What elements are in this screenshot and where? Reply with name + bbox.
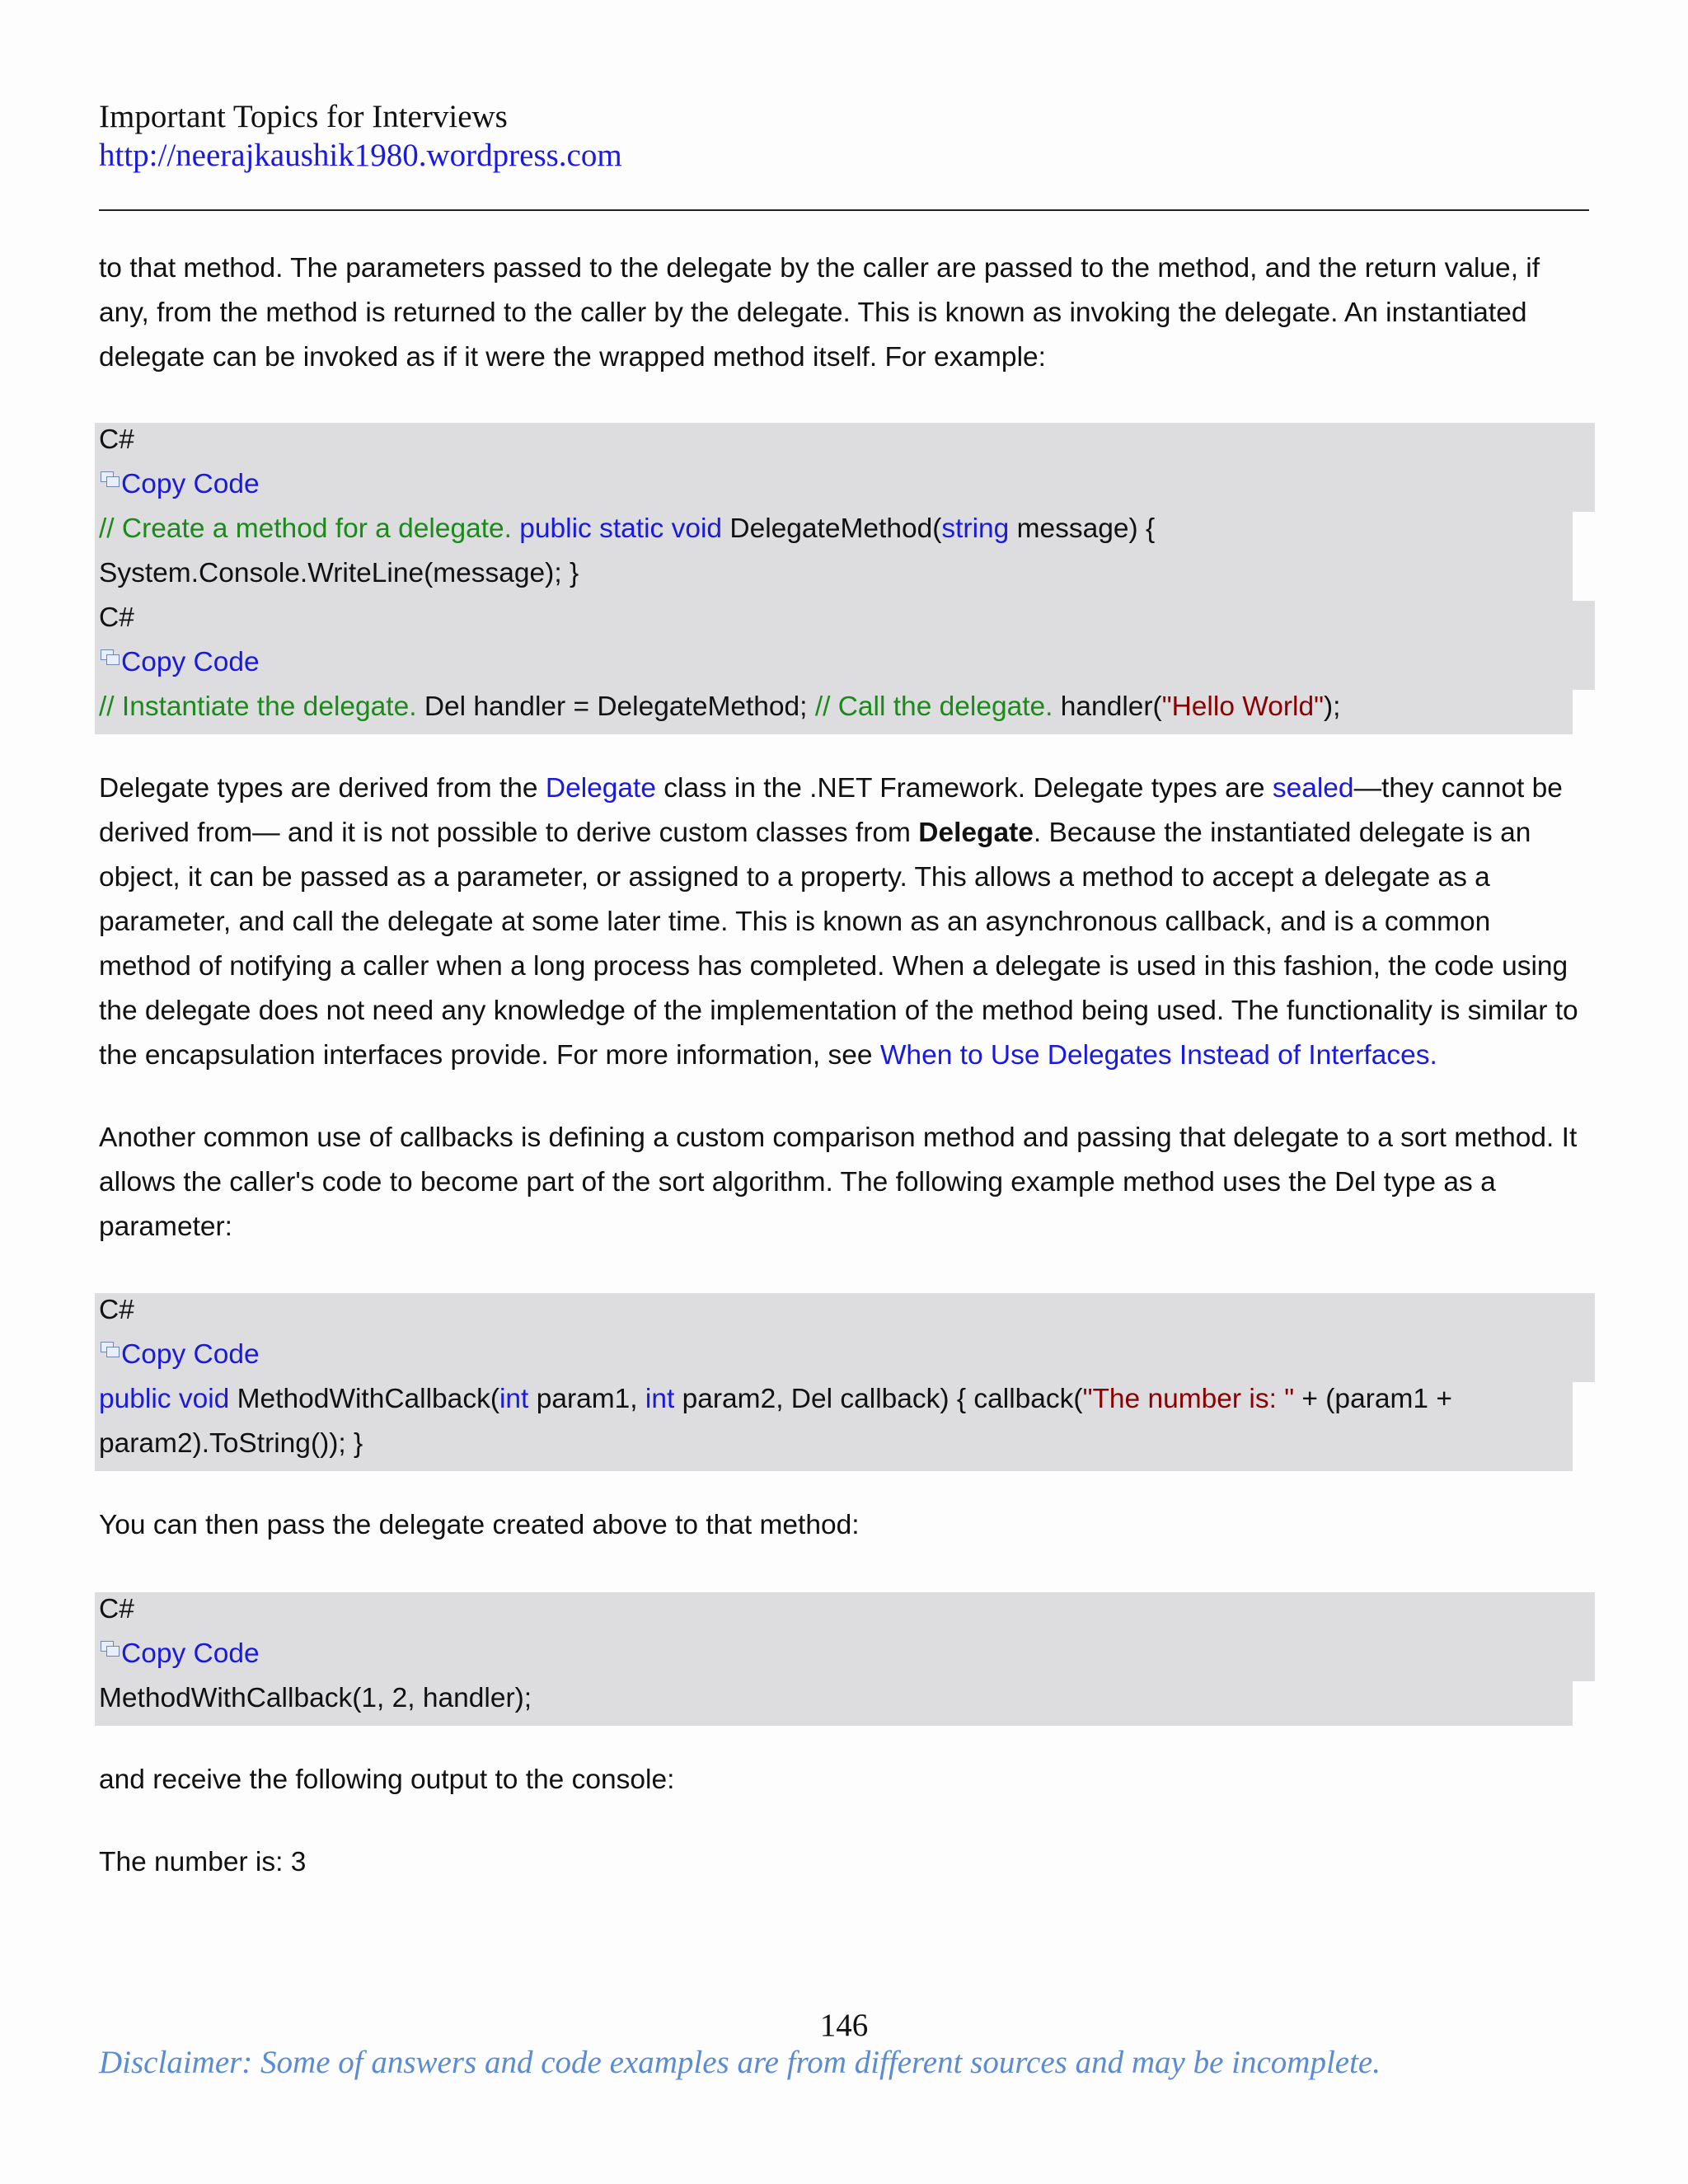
- output-intro-paragraph: and receive the following output to the console:: [99, 1765, 675, 1795]
- text-run: class in the .NET Framework. Delegate types are: [655, 773, 1273, 804]
- header-title: Important Topics for Interviews: [99, 99, 508, 134]
- intro-line-1: to that method. The parameters passed to the delegate by the caller are passed to the method, and the return value, if: [99, 253, 1540, 284]
- code-block-1-header-bg: [95, 423, 1595, 512]
- code-block-3-language: C#: [99, 1295, 134, 1325]
- code-block-1-line-2: System.Console.WriteLine(message); }: [99, 558, 579, 588]
- code-text: MethodWithCallback(: [237, 1384, 499, 1414]
- code-keyword: string: [941, 513, 1010, 544]
- copy-icon: [99, 1639, 120, 1657]
- code-comment: // Create a method for a delegate.: [99, 513, 512, 544]
- code-block-4-line-1: MethodWithCallback(1, 2, handler);: [99, 1683, 532, 1713]
- footer-disclaimer: Disclaimer: Some of answers and code examples are from different sources and may be incomplete.: [99, 2045, 1381, 2080]
- code-text: param1,: [536, 1384, 638, 1414]
- para3-line-1: Another common use of callbacks is defining a custom comparison method and passing that delegate to a sort method. It: [99, 1122, 1578, 1153]
- intro-paragraph: [99, 246, 1591, 380]
- intro-line-2: any, from the method is returned to the caller by the delegate. This is known as invoking the delegate. An instantiated: [99, 298, 1527, 328]
- bold-term: Delegate: [918, 818, 1034, 848]
- code-string: "The number is: ": [1082, 1384, 1295, 1414]
- callbacks-paragraph: [99, 1116, 1591, 1249]
- code-text: param2, Del callback) { callback(: [682, 1384, 1083, 1414]
- para2-line-5: method of notifying a caller when a long process has completed. When a delegate is used in this fashion, the code using: [99, 951, 1568, 982]
- copy-icon: [99, 1340, 120, 1358]
- code-text: message) {: [1016, 513, 1156, 544]
- code-block-1-copy-button[interactable]: [99, 462, 260, 507]
- para3-line-3: parameter:: [99, 1212, 232, 1242]
- code-block-1-line-1: [99, 507, 1155, 551]
- code-block-3-header-bg: [95, 1293, 1595, 1382]
- code-text: Del handler = DelegateMethod;: [424, 691, 808, 722]
- text-run: —they cannot be: [1353, 773, 1563, 804]
- code-block-3-copy-button[interactable]: [99, 1333, 260, 1377]
- pass-delegate-paragraph: You can then pass the delegate created above to that method:: [99, 1510, 860, 1540]
- code-block-2-language: C#: [99, 602, 134, 633]
- code-text: );: [1324, 691, 1341, 722]
- para2-line-6: the delegate does not need any knowledge of the implementation of the method being used. The functionality is similar to: [99, 996, 1578, 1026]
- intro-line-3: delegate can be invoked as if it were the wrapped method itself. For example:: [99, 342, 1046, 373]
- code-text: DelegateMethod(: [729, 513, 942, 544]
- copy-icon: [99, 470, 120, 488]
- text-run: .: [1429, 1040, 1437, 1071]
- delegate-types-paragraph: [99, 766, 1591, 1078]
- code-keyword: int: [499, 1384, 529, 1414]
- copy-label: Copy Code: [121, 647, 260, 677]
- copy-icon: [99, 648, 120, 666]
- text-run: Delegate types are derived from the: [99, 773, 546, 804]
- text-run: . Because the instantiated delegate is an: [1033, 818, 1531, 848]
- code-block-3-line-2: param2).ToString()); }: [99, 1428, 363, 1459]
- code-keyword: int: [645, 1384, 675, 1414]
- para2-line-7: [99, 1033, 1591, 1078]
- code-text: handler(: [1060, 691, 1162, 722]
- para2-line-1: [99, 766, 1591, 811]
- para2-line-3: object, it can be passed as a parameter, or assigned to a property. This allows a method to accept a delegate as a: [99, 862, 1490, 893]
- code-text: + (param1 +: [1301, 1384, 1452, 1414]
- code-comment: // Instantiate the delegate.: [99, 691, 417, 722]
- para3-line-2: allows the caller's code to become part of the sort algorithm. The following example method uses the Del type as a: [99, 1167, 1496, 1197]
- code-block-2-line-1: [99, 685, 1341, 729]
- page-number: 146: [819, 2008, 869, 2043]
- para2-line-2: [99, 811, 1591, 855]
- code-block-4-copy-button[interactable]: [99, 1632, 260, 1676]
- copy-label: Copy Code: [121, 1638, 260, 1669]
- code-keyword: public void: [99, 1384, 230, 1414]
- code-comment: // Call the delegate.: [814, 691, 1053, 722]
- copy-label: Copy Code: [121, 469, 260, 499]
- header-url-link[interactable]: http://neerajkaushik1980.wordpress.com: [99, 138, 622, 173]
- code-keyword: public static void: [519, 513, 723, 544]
- code-block-3-line-1: [99, 1377, 1452, 1422]
- header-divider: [99, 209, 1589, 211]
- code-block-2-copy-button[interactable]: [99, 640, 260, 685]
- code-block-1-language: C#: [99, 424, 134, 455]
- sealed-link[interactable]: sealed: [1272, 773, 1354, 804]
- delegate-class-link[interactable]: Delegate: [545, 773, 656, 804]
- code-block-4-header-bg: [95, 1592, 1595, 1681]
- code-block-2-header-bg: [95, 601, 1595, 690]
- when-to-use-delegates-link[interactable]: When to Use Delegates Instead of Interfaces: [879, 1040, 1430, 1071]
- text-run: derived from— and it is not possible to derive custom classes from: [99, 818, 919, 848]
- code-block-4-language: C#: [99, 1594, 134, 1624]
- code-string: "Hello World": [1161, 691, 1325, 722]
- text-run: the encapsulation interfaces provide. For more information, see: [99, 1040, 880, 1071]
- copy-label: Copy Code: [121, 1339, 260, 1370]
- console-output: The number is: 3: [99, 1847, 307, 1877]
- para2-line-4: parameter, and call the delegate at some later time. This is known as an asynchronous callback, and is a common: [99, 907, 1491, 937]
